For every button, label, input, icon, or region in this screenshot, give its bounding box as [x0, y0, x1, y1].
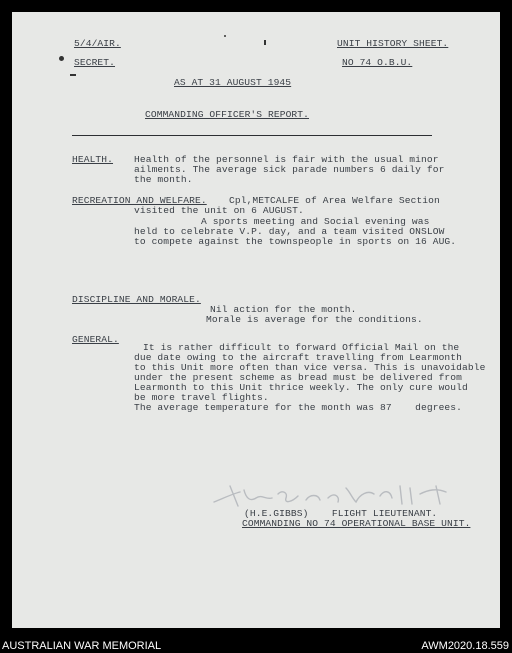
ink-mark [224, 35, 226, 37]
security-classification: SECRET. [74, 57, 116, 68]
general-heading: GENERAL. [72, 334, 119, 345]
general-line: Learmonth to this Unit thrice weekly. The only cure would [134, 382, 468, 393]
divider-line [72, 135, 432, 136]
unit-designation: NO 74 O.B.U. [342, 57, 413, 68]
document-page [12, 12, 500, 628]
recreation-line: Cpl,METCALFE of Area Welfare Section [229, 195, 440, 206]
footer-accession-number: AWM2020.18.559 [421, 640, 509, 652]
general-line: due date owing to the aircraft travelling from Learmonth [134, 352, 463, 363]
general-line: It is rather difficult to forward Official Mail on the [143, 342, 460, 353]
discipline-line: Nil action for the month. [210, 304, 357, 315]
general-line: to this Unit more often than vice versa. This is unavoidable [134, 362, 486, 373]
health-heading: HEALTH. [72, 154, 114, 165]
recreation-heading: RECREATION AND WELFARE. [72, 195, 207, 206]
recreation-line: held to celebrate V.P. day, and a team visited ONSLOW [134, 226, 445, 237]
general-line: be more travel flights. [134, 392, 269, 403]
discipline-line: Morale is average for the conditions. [206, 314, 423, 325]
health-line: Health of the personnel is fair with the usual minor [134, 154, 439, 165]
signatory-title: COMMANDING NO 74 OPERATIONAL BASE UNIT. [242, 518, 471, 529]
health-line: ailments. The average sick parade numbers 6 daily for [134, 164, 445, 175]
ink-mark [264, 40, 266, 45]
ink-mark [59, 56, 64, 61]
report-date: AS AT 31 AUGUST 1945 [174, 77, 292, 88]
file-reference: 5/4/AIR. [74, 38, 121, 49]
general-line: The average temperature for the month was 87 degrees. [134, 402, 463, 413]
sheet-title: UNIT HISTORY SHEET. [337, 38, 449, 49]
footer-institution: AUSTRALIAN WAR MEMORIAL [2, 640, 162, 652]
archive-footer [0, 636, 512, 653]
discipline-heading: DISCIPLINE AND MORALE. [72, 294, 201, 305]
ink-mark [70, 74, 76, 76]
signatory-name: (H.E.GIBBS) FLIGHT LIEUTENANT. [244, 508, 438, 519]
recreation-line: visited the unit on 6 AUGUST. [134, 205, 304, 216]
general-line: under the present scheme as bread must be delivered from [134, 372, 463, 383]
report-title: COMMANDING OFFICER'S REPORT. [145, 109, 310, 120]
health-line: the month. [134, 174, 193, 185]
recreation-line: to compete against the townspeople in sports on 16 AUG. [134, 236, 457, 247]
recreation-line: A sports meeting and Social evening was [201, 216, 430, 227]
